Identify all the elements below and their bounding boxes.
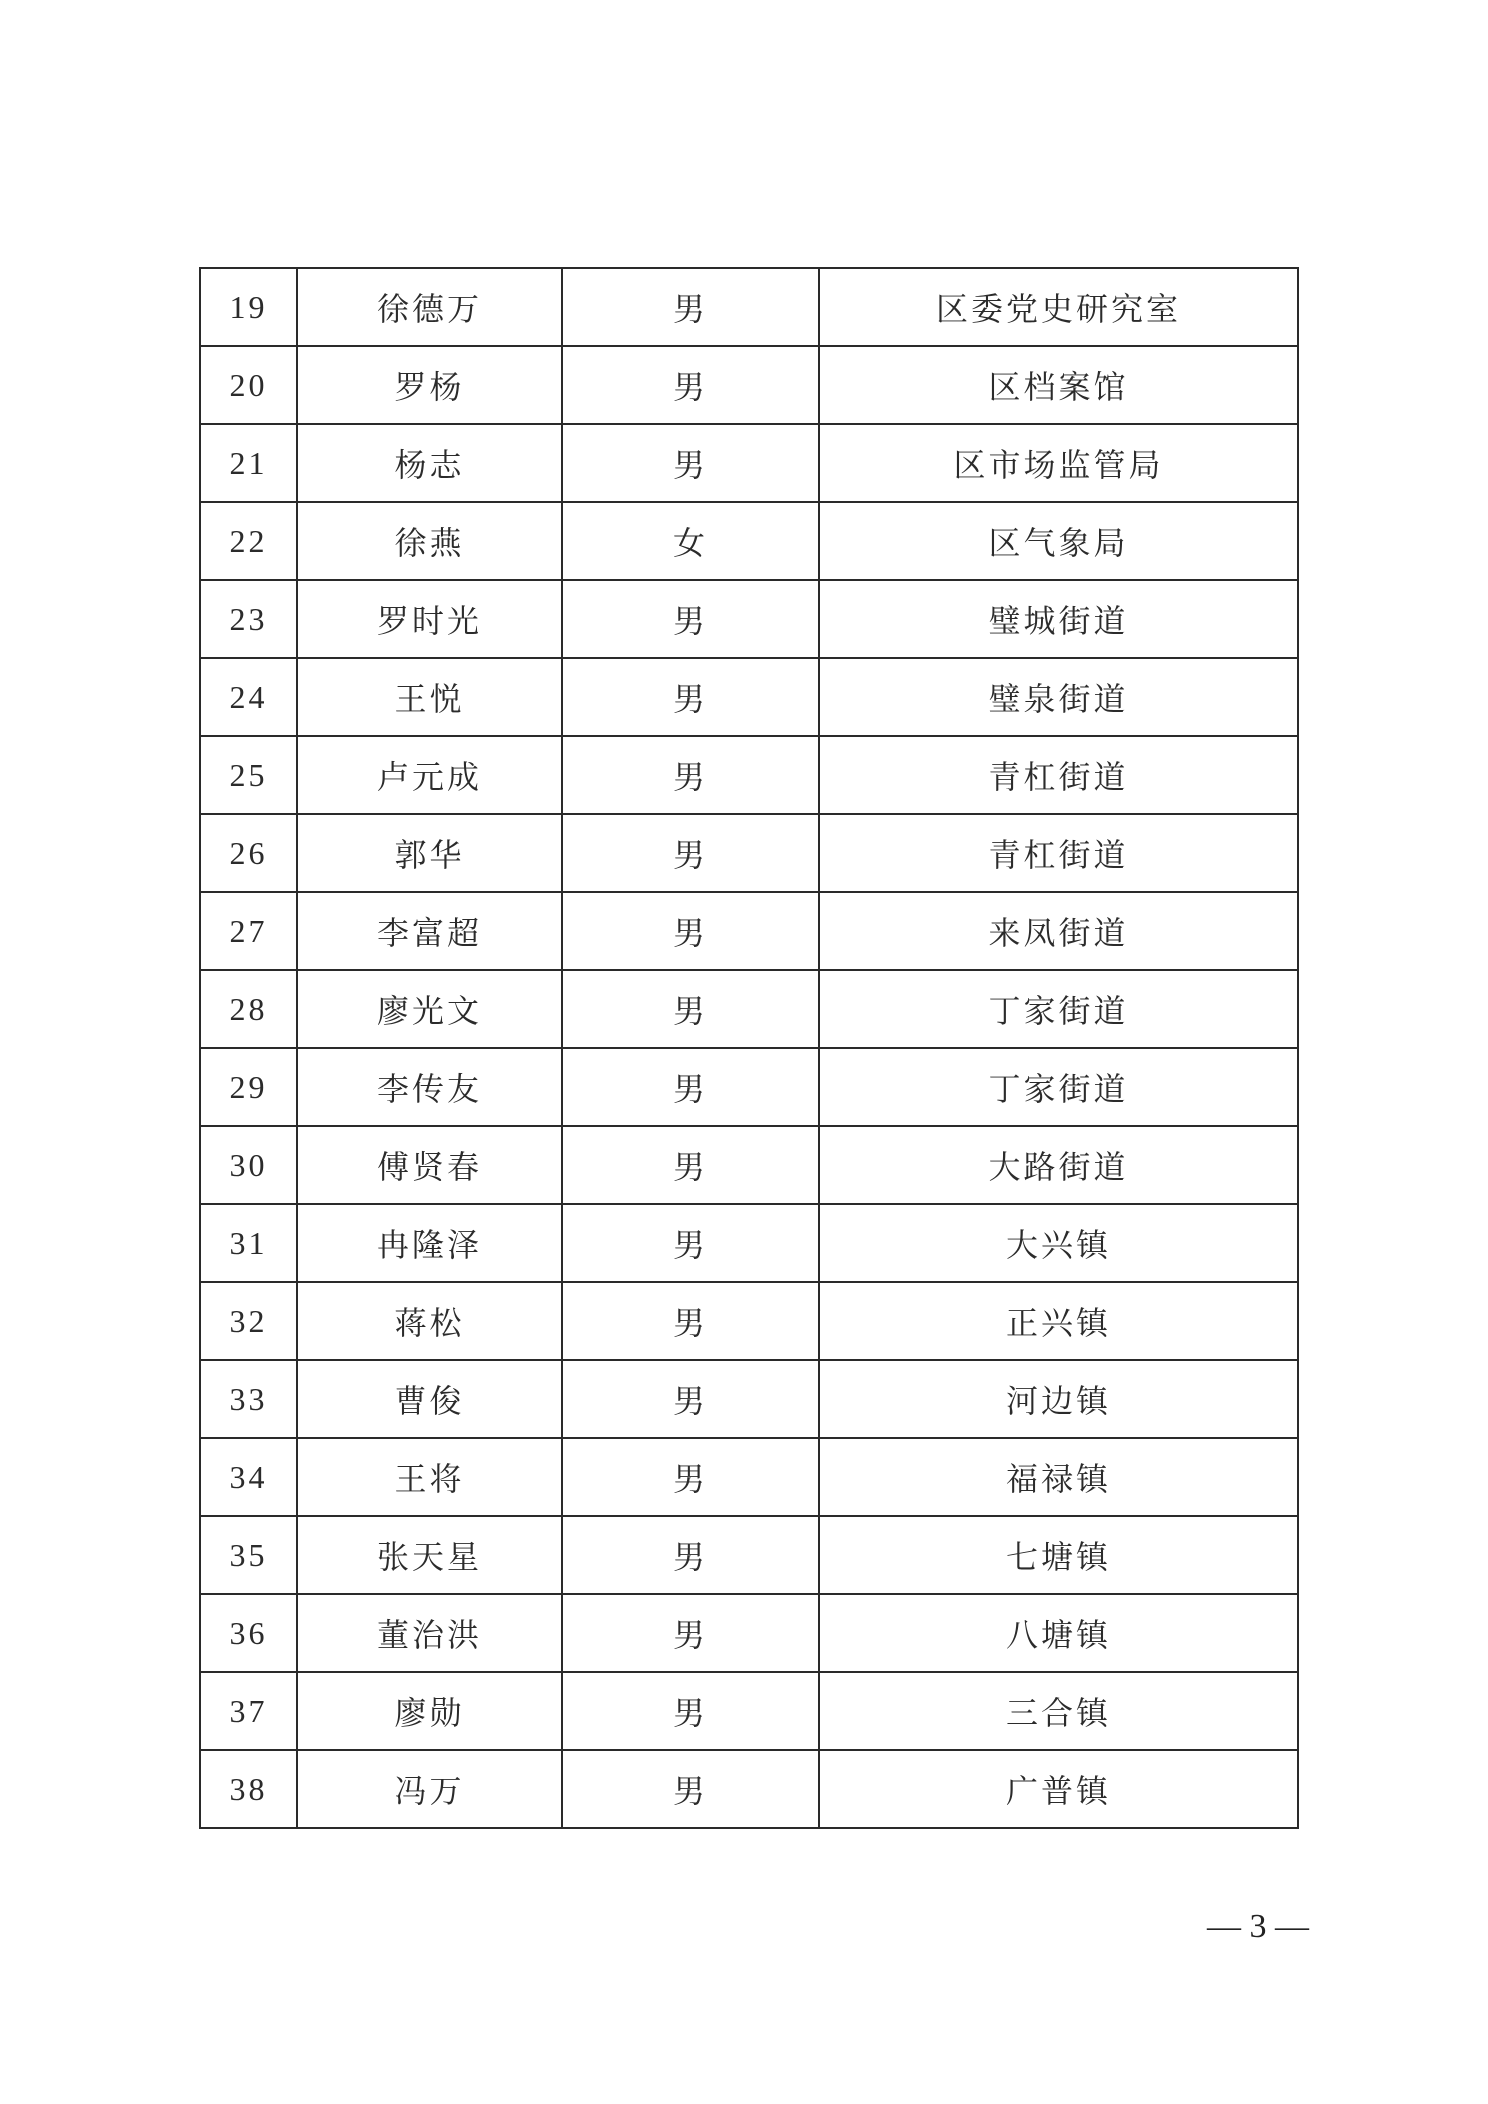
person-name: 郭华 <box>297 814 562 892</box>
page-number: — 3 — <box>1207 1908 1309 1945</box>
person-sex: 男 <box>562 736 819 814</box>
person-unit: 河边镇 <box>819 1360 1298 1438</box>
person-unit: 区气象局 <box>819 502 1298 580</box>
row-number: 32 <box>200 1282 297 1360</box>
table-row <box>200 346 1298 424</box>
row-number: 29 <box>200 1048 297 1126</box>
table-row <box>200 1438 1298 1516</box>
table-row <box>200 1360 1298 1438</box>
table-row <box>200 1672 1298 1750</box>
person-name: 徐燕 <box>297 502 562 580</box>
person-unit: 大兴镇 <box>819 1204 1298 1282</box>
person-name: 卢元成 <box>297 736 562 814</box>
person-unit: 区委党史研究室 <box>819 268 1298 346</box>
person-sex: 男 <box>562 1750 819 1828</box>
row-number: 36 <box>200 1594 297 1672</box>
person-name: 王悦 <box>297 658 562 736</box>
row-number: 38 <box>200 1750 297 1828</box>
row-number: 23 <box>200 580 297 658</box>
person-sex: 男 <box>562 658 819 736</box>
roster-table <box>199 267 1299 1829</box>
person-sex: 男 <box>562 1126 819 1204</box>
person-sex: 男 <box>562 424 819 502</box>
person-sex: 男 <box>562 1516 819 1594</box>
table-row <box>200 268 1298 346</box>
person-name: 李富超 <box>297 892 562 970</box>
table-row <box>200 1204 1298 1282</box>
person-name: 冯万 <box>297 1750 562 1828</box>
person-unit: 福禄镇 <box>819 1438 1298 1516</box>
person-name: 张天星 <box>297 1516 562 1594</box>
person-name: 李传友 <box>297 1048 562 1126</box>
person-unit: 丁家街道 <box>819 970 1298 1048</box>
table-row <box>200 502 1298 580</box>
row-number: 34 <box>200 1438 297 1516</box>
roster-table-body <box>200 268 1298 1828</box>
person-sex: 男 <box>562 1672 819 1750</box>
person-sex: 男 <box>562 1048 819 1126</box>
person-sex: 男 <box>562 970 819 1048</box>
table-row <box>200 580 1298 658</box>
row-number: 22 <box>200 502 297 580</box>
row-number: 25 <box>200 736 297 814</box>
person-unit: 广普镇 <box>819 1750 1298 1828</box>
row-number: 27 <box>200 892 297 970</box>
row-number: 24 <box>200 658 297 736</box>
person-unit: 丁家街道 <box>819 1048 1298 1126</box>
table-row <box>200 1750 1298 1828</box>
person-name: 蒋松 <box>297 1282 562 1360</box>
person-unit: 正兴镇 <box>819 1282 1298 1360</box>
person-name: 曹俊 <box>297 1360 562 1438</box>
person-name: 徐德万 <box>297 268 562 346</box>
person-sex: 男 <box>562 268 819 346</box>
person-unit: 青杠街道 <box>819 814 1298 892</box>
person-name: 傅贤春 <box>297 1126 562 1204</box>
person-name: 廖勋 <box>297 1672 562 1750</box>
person-unit: 七塘镇 <box>819 1516 1298 1594</box>
table-row <box>200 658 1298 736</box>
row-number: 28 <box>200 970 297 1048</box>
table-row <box>200 736 1298 814</box>
person-unit: 璧城街道 <box>819 580 1298 658</box>
person-sex: 男 <box>562 892 819 970</box>
person-unit: 璧泉街道 <box>819 658 1298 736</box>
table-row <box>200 970 1298 1048</box>
person-unit: 大路街道 <box>819 1126 1298 1204</box>
person-sex: 男 <box>562 1438 819 1516</box>
table-row <box>200 1126 1298 1204</box>
person-unit: 八塘镇 <box>819 1594 1298 1672</box>
row-number: 21 <box>200 424 297 502</box>
person-unit: 区市场监管局 <box>819 424 1298 502</box>
table-row <box>200 892 1298 970</box>
row-number: 20 <box>200 346 297 424</box>
table-row <box>200 1282 1298 1360</box>
person-unit: 区档案馆 <box>819 346 1298 424</box>
person-sex: 男 <box>562 1282 819 1360</box>
person-name: 廖光文 <box>297 970 562 1048</box>
row-number: 26 <box>200 814 297 892</box>
table-row <box>200 424 1298 502</box>
row-number: 37 <box>200 1672 297 1750</box>
row-number: 31 <box>200 1204 297 1282</box>
person-sex: 男 <box>562 1204 819 1282</box>
row-number: 30 <box>200 1126 297 1204</box>
row-number: 33 <box>200 1360 297 1438</box>
person-unit: 三合镇 <box>819 1672 1298 1750</box>
person-name: 杨志 <box>297 424 562 502</box>
person-name: 罗时光 <box>297 580 562 658</box>
person-sex: 男 <box>562 814 819 892</box>
person-sex: 女 <box>562 502 819 580</box>
person-sex: 男 <box>562 346 819 424</box>
person-name: 王将 <box>297 1438 562 1516</box>
table-row <box>200 1516 1298 1594</box>
table-row <box>200 1048 1298 1126</box>
row-number: 19 <box>200 268 297 346</box>
row-number: 35 <box>200 1516 297 1594</box>
table-row <box>200 814 1298 892</box>
person-name: 罗杨 <box>297 346 562 424</box>
person-name: 董治洪 <box>297 1594 562 1672</box>
person-unit: 青杠街道 <box>819 736 1298 814</box>
person-sex: 男 <box>562 580 819 658</box>
person-name: 冉隆泽 <box>297 1204 562 1282</box>
person-sex: 男 <box>562 1594 819 1672</box>
table-row <box>200 1594 1298 1672</box>
person-sex: 男 <box>562 1360 819 1438</box>
person-unit: 来凤街道 <box>819 892 1298 970</box>
